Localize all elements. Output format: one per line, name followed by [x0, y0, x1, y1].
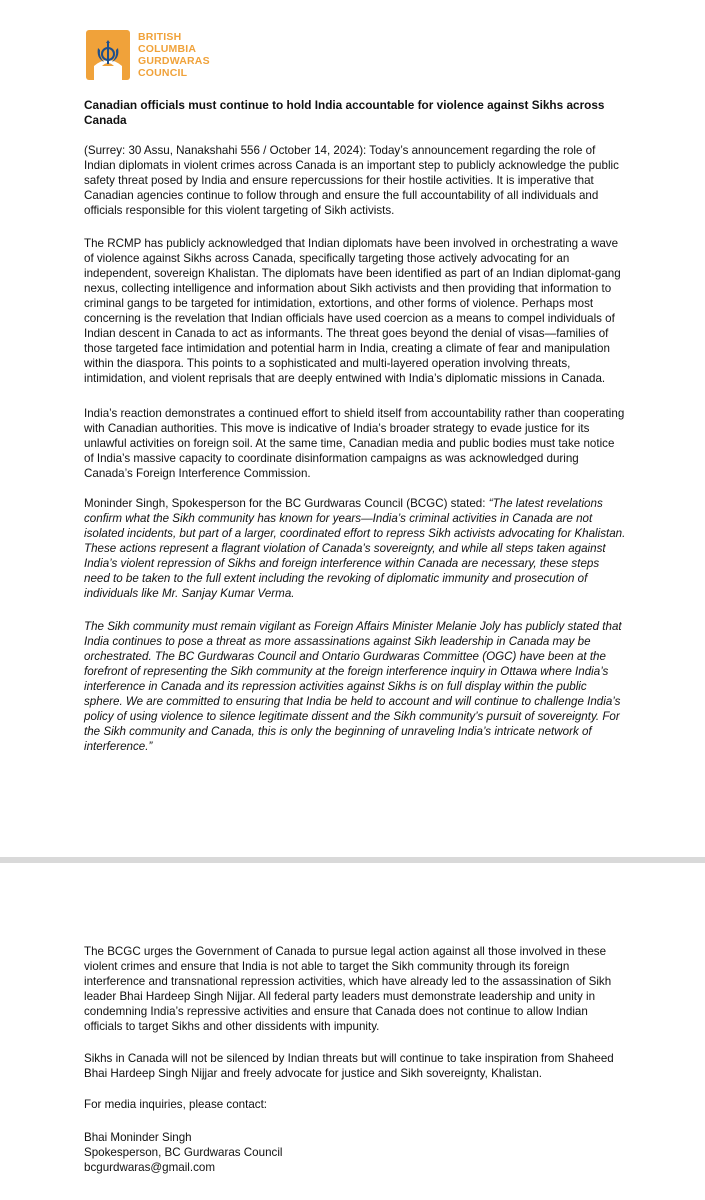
- khanda-emblem-icon: [84, 30, 132, 80]
- headline: Canadian officials must continue to hold India accountable for violence against Sikhs across Canada: [84, 98, 605, 127]
- quote-text: “The latest revelations confirm what the Sikh community has known for years—India’s criminal activities in Canada are not isolated incidents, but part of a larger, coordinated effort to repress Sikh activists advocating for Khalistan. These actions represent a flagrant violation of Canada’s sovereignty, and while all steps taken against India’s violent repression of Sikhs and foreign interference within Canada are necessary, these steps need to be taken to the full extent including the revoking of diplomatic immunity and prosecution of individuals like Mr. Sanjay Kumar Verma.: [84, 497, 626, 600]
- paragraph-intro: (Surrey: 30 Assu, Nanakshahi 556 / October 14, 2024): Today’s announcement regarding the role of Indian diplomats in violent crimes across Canada is an important step to publicly acknowledge the public safety threat posed by India and ensure repercussions for their hostile activities. It is imperative that Canadian agencies continue to follow through and ensure the full accountability of all individuals and officials responsible for this violent targeting of Sikh activists.: [84, 144, 619, 217]
- paragraph-vigilant: [84, 619, 626, 754]
- paragraph-rcmp: The RCMP has publicly acknowledged that Indian diplomats have been involved in orchestrating a wave of violence against Sikhs across Canada, specifically targeting those actively advocating for an independent, sovereign Khalistan. The diplomats have been identified as part of an Indian diplomat-gang nexus, collecting intelligence and information about Sikh activists and then providing that information to criminal gangs to be targeted for intimidation, extortions, and other forms of violence. Perhaps most concerning is the revelation that Indian officials have used coercion as a means to compel individuals of Indian descent in Canada to act as informants. The threat goes beyond the denial of visas—families of those targeted face intimidation and potential harm in India, creating a climate of fear and manipulation within the diaspora. This points to a sophisticated and multi-layered operation involving threats, intimidation, and violent reprisals that are deeply entwined with India’s diplomatic missions in Canada.: [84, 237, 621, 385]
- logo-line: COUNCIL: [138, 67, 188, 79]
- paragraph-india-reaction: India’s reaction demonstrates a continued effort to shield itself from accountability rather than cooperating with Canadian authorities. This move is indicative of India’s broader strategy to evade justice for its unlawful activities on foreign soil. At the same time, Canadian media and public bodies must take notice of India’s massive capacity to coordinate disinformation campaigns as was acknowledged during Canada’s Foreign Interference Commission.: [84, 407, 625, 480]
- contact-title: Spokesperson, BC Gurdwaras Council: [84, 1146, 283, 1159]
- contact-name: Bhai Moninder Singh: [84, 1131, 192, 1144]
- quote-lead: Moninder Singh, Spokesperson for the BC Gurdwaras Council (BCGC) stated:: [84, 497, 489, 510]
- logo-line: BRITISH: [138, 31, 182, 43]
- paragraph-urges: The BCGC urges the Government of Canada to pursue legal action against all those involved in these violent crimes and ensure that India is not able to target the Sikh community through its foreign interference and transnational repression activities, which have already led to the assassination of Sikh leader Bhai Hardeep Singh Nijjar. All federal party leaders must demonstrate leadership and unity in condemning India’s repressive activities and ensure that Canada does not continue to allow Indian officials to target Sikhs and other dissidents with impunity.: [84, 945, 612, 1033]
- logo-wordmark: [138, 31, 210, 79]
- logo-line: GURDWARAS: [138, 55, 210, 67]
- logo-line: COLUMBIA: [138, 43, 197, 55]
- vigilant-text: The Sikh community must remain vigilant as Foreign Affairs Minister Melanie Joly has publicly stated that India continues to pose a threat as more assassinations against Sikh leadership in Canada may be orchestrated. The BC Gurdwaras Council and Ontario Gurdwaras Committee (OGC) have been at the forefront of representing the Sikh community at the foreign interference inquiry in Ottawa where India’s interference in Canada and its repression activities against Sikhs is on full display within the public sphere. We are committed to ensuring that India be held to account and will continue to challenge India’s policy of using violence to silence legitimate dissent and the Sikh community’s pursuit of sovereignty. For the Sikh community and Canada, this is only the beginning of unraveling India’s intricate network of interference.”: [84, 620, 622, 753]
- organization-logo: [84, 30, 210, 80]
- paragraph-quote: [84, 496, 626, 601]
- media-inquiries: For media inquiries, please contact:: [84, 1098, 268, 1111]
- paragraph-not-silenced: Sikhs in Canada will not be silenced by Indian threats but will continue to take inspiration from Shaheed Bhai Hardeep Singh Nijjar and freely advocate for justice and Sikh sovereignty, Khalistan.: [84, 1052, 614, 1080]
- contact-email[interactable]: bcgurdwaras@gmail.com: [84, 1161, 215, 1174]
- document-page-2: [0, 863, 705, 1200]
